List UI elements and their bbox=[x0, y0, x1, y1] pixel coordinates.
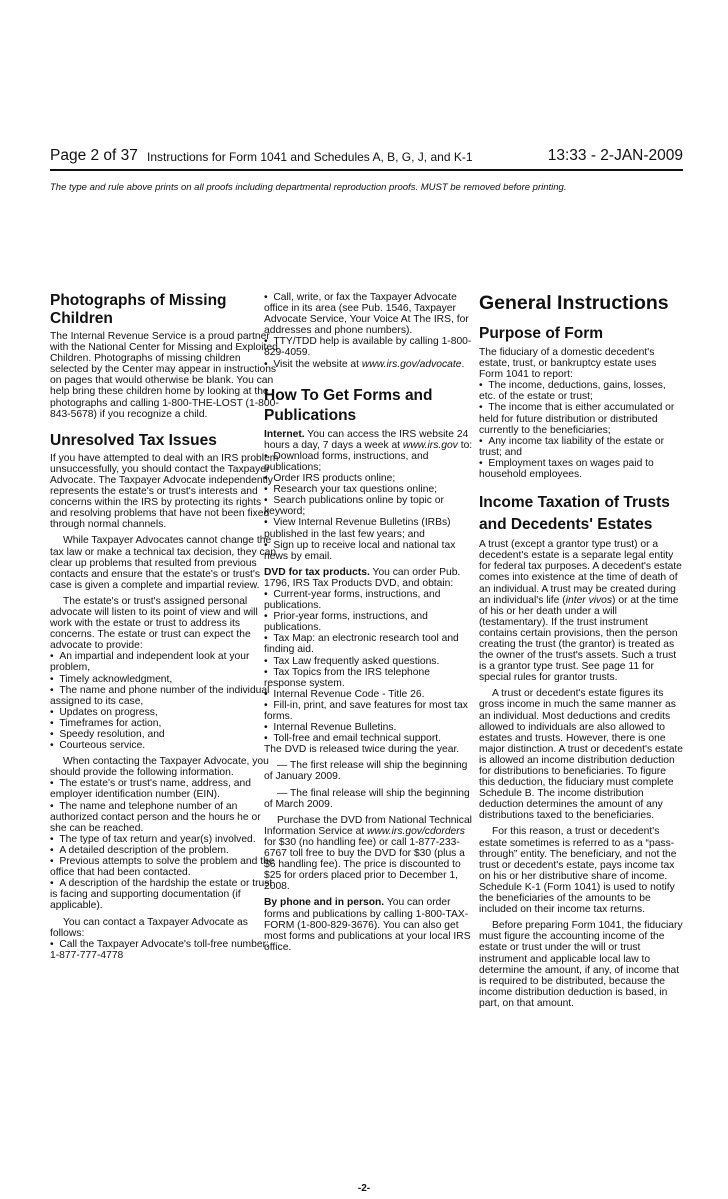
heading-missing-children: Photographs of Missing Children bbox=[50, 292, 227, 327]
paragraph: If you have attempted to deal with an IRS problem unsuccessfully, you should contact the Taxpayer Advocate. The Taxpayer Advocate independently represents the estate's or trust's interests and concerns within the IRS by protecting its rights and resolving problems that have not been fixed through normal channels. bbox=[50, 452, 279, 531]
list-item bbox=[264, 359, 474, 370]
list-item: • Sign up to receive local and national tax news by email. bbox=[264, 540, 474, 562]
paragraph-dvd bbox=[264, 567, 474, 589]
paragraph: You can contact a Taxpayer Advocate as follows: bbox=[50, 916, 248, 939]
heading-purpose-of-form: Purpose of Form bbox=[479, 325, 604, 342]
list-item: • Updates on progress, bbox=[50, 707, 280, 718]
proof-notice: The type and rule above prints on all proofs including departmental reproduction proofs. MUST be removed before printing. bbox=[50, 182, 567, 193]
list-item: • Tax Topics from the IRS telephone response system. bbox=[264, 667, 474, 689]
list-item: • Call the Taxpayer Advocate's toll-free number: 1-877-777-4778 bbox=[50, 939, 280, 961]
advocate-website-link[interactable]: www.irs.gov/advocate bbox=[361, 358, 462, 370]
paragraph: Before preparing Form 1041, the fiduciary must figure the accounting income of the estate or trust under the will or trust instrument and applicable local law to determine the amount, if any, of income that is required to be distributed, because the income distribution deduction is based, in part, on that amount. bbox=[479, 920, 683, 1009]
list-item: • Prior-year forms, instructions, and publications. bbox=[264, 611, 474, 633]
document-title: Instructions for Form 1041 and Schedules A, B, G, J, and K-1 bbox=[147, 150, 473, 164]
running-header bbox=[50, 145, 683, 169]
list-item: • A detailed description of the problem. bbox=[50, 845, 280, 856]
text: You can order forms and publications by calling 1-800-TAX-FORM (1-800-829-3676). You can also get most forms and publications at your local IRS office. bbox=[264, 897, 471, 953]
column-middle bbox=[264, 292, 474, 953]
list-item: • Current-year forms, instructions, and publications. bbox=[264, 589, 474, 611]
paragraph: The estate's or trust's assigned personal advocate will listen to its point of view and will work with the estate or trust to address its concerns. The estate or trust can expect the advocate to provide: bbox=[50, 595, 258, 652]
text: A trust (except a grantor type trust) or a decedent's estate is a separate legal entity for federal tax purposes. A decedent's estate comes into existence at the time of death of an individual. A trust may be created during an individual's life ( bbox=[479, 539, 682, 606]
list-item: • The estate's or trust's name, address, and employer identification number (EIN). bbox=[50, 778, 280, 800]
heading-income-taxation: Income Taxation of Trusts and Decedents' Estates bbox=[479, 494, 670, 534]
list-item: • Previous attempts to solve the problem and the office that had been contacted. bbox=[50, 856, 280, 878]
list-item: • Order IRS products online; bbox=[264, 473, 474, 484]
paragraph-missing-children: The Internal Revenue Service is a proud partner with the National Center for Missing and Exploited Children. Photographs of missing children selected by the Center may appear in instructions on pages that would otherwise be blank. You can help bring these children home by looking at the photographs and calling 1-800-THE-LOST (1-800-843-5678) if you recognize a child. bbox=[50, 331, 279, 420]
list-item: • Employment taxes on wages paid to household employees. bbox=[479, 458, 683, 480]
column-right bbox=[479, 292, 683, 1014]
list-item: • The name and telephone number of an authorized contact person and the hours he or she can be reached. bbox=[50, 801, 280, 834]
list-item: • Any income tax liability of the estate or trust; and bbox=[479, 436, 683, 458]
paragraph-internet bbox=[264, 429, 474, 451]
list-item: • The name and phone number of the individual assigned to its case, bbox=[50, 685, 280, 707]
paragraph bbox=[479, 539, 683, 683]
text: You can access the IRS website 24 hours a day, 7 days a week at bbox=[264, 428, 469, 451]
text: to: bbox=[457, 439, 473, 451]
list-item: • Speedy resolution, and bbox=[50, 729, 280, 740]
list-item: • The income that is either accumulated or held for future distribution or distributed currently to the beneficiaries; bbox=[479, 402, 683, 435]
column-left bbox=[50, 292, 280, 961]
text: You can order Pub. 1796, IRS Tax Products DVD, and obtain: bbox=[264, 566, 461, 589]
list-item: • Timely acknowledgment, bbox=[50, 674, 280, 685]
run-in-heading: Internet. bbox=[264, 428, 305, 440]
text: Purchase the DVD from National Technical Information Service at bbox=[264, 814, 472, 837]
paragraph: The fiduciary of a domestic decedent's estate, trust, or bankruptcy estate uses Form 1041 to report: bbox=[479, 347, 657, 381]
paragraph: — The final release will ship the beginning of March 2009. bbox=[264, 787, 470, 810]
header-rule bbox=[50, 169, 683, 171]
paragraph: The DVD is released twice during the year. bbox=[264, 744, 460, 756]
page-number: -2- bbox=[357, 1183, 371, 1194]
list-item: • Search publications online by topic or keyword; bbox=[264, 495, 474, 517]
text: for $30 (no handling fee) or call 1-877-233-6767 toll free to buy the DVD for $30 (plus a $6 handling fee). The price is discounted to $25 for orders placed prior to December 1, 2008. bbox=[264, 836, 465, 893]
list-text: . bbox=[461, 358, 465, 370]
list-item: • Courteous service. bbox=[50, 740, 280, 751]
print-timestamp: 13:33 - 2-JAN-2009 bbox=[547, 147, 683, 164]
paragraph: While Taxpayer Advocates cannot change the tax law or make a technical tax decision, they can clear up problems that resulted from previous contacts and ensure that the estate's or trust's case is given a complete and impartial review. bbox=[50, 535, 277, 591]
page-indicator: Page 2 of 37 bbox=[50, 147, 138, 164]
emphasis: inter vivos bbox=[565, 594, 613, 606]
list-item: • Call, write, or fax the Taxpayer Advocate office in its area (see Pub. 1546, Taxpayer Advocate Service, Your Voice At The IRS, for addresses and phone numbers). bbox=[264, 292, 474, 336]
list-item: • The type of tax return and year(s) involved. bbox=[50, 834, 280, 845]
list-item: • Download forms, instructions, and publications; bbox=[264, 451, 474, 473]
paragraph: When contacting the Taxpayer Advocate, you should provide the following information. bbox=[50, 756, 269, 779]
list-text: Visit the website at bbox=[273, 358, 362, 370]
heading-general-instructions: General Instructions bbox=[479, 292, 669, 314]
list-item: • The income, deductions, gains, losses, etc. of the estate or trust; bbox=[479, 380, 683, 402]
irs-website-link[interactable]: www.irs.gov bbox=[402, 439, 458, 451]
run-in-heading: By phone and in person. bbox=[264, 897, 385, 909]
paragraph: A trust or decedent's estate figures its gross income in much the same manner as an individual. Most deductions and credits allowed to individuals are also allowed to estates and trusts. However, there is one major distinction. A trust or decedent's estate is allowed an income distribution deduction for distributions to beneficiaries. To figure this deduction, the fiduciary must complete Schedule B. The income distribution deduction determines the amount of any distributions taxed to the beneficiaries. bbox=[479, 688, 684, 822]
paragraph: — The first release will ship the beginning of January 2009. bbox=[264, 760, 468, 783]
list-item: • Tax Law frequently asked questions. bbox=[264, 656, 474, 667]
heading-unresolved-tax-issues: Unresolved Tax Issues bbox=[50, 431, 217, 449]
paragraph: For this reason, a trust or decedent's estate sometimes is referred to as a “pass-through” entity. The beneficiary, and not the trust or decedent's estate, pays income tax on his or her distributive share of income. Schedule K-1 (Form 1041) is used to notify the beneficiaries of the amounts to be included on their income tax returns. bbox=[479, 826, 677, 916]
list-item: • A description of the hardship the estate or trust is facing and supporting documentation (if applicable). bbox=[50, 878, 280, 911]
list-item: • Research your tax questions online; bbox=[264, 484, 474, 495]
run-in-heading: DVD for tax products. bbox=[264, 566, 370, 578]
paragraph bbox=[264, 815, 474, 893]
paragraph-phone bbox=[264, 897, 474, 952]
cdorders-link[interactable]: www.irs.gov/cdorders bbox=[367, 825, 465, 837]
list-item: • Internal Revenue Code - Title 26. bbox=[264, 689, 474, 700]
list-item: • Toll-free and email technical support. bbox=[264, 733, 474, 744]
list-item: • An impartial and independent look at your problem, bbox=[50, 651, 280, 673]
heading-how-to-get-forms: How To Get Forms and Publications bbox=[264, 386, 433, 424]
list-item: • TTY/TDD help is available by calling 1-800-829-4059. bbox=[264, 336, 474, 358]
list-item: • Timeframes for action, bbox=[50, 718, 280, 729]
list-item: • Internal Revenue Bulletins. bbox=[264, 722, 474, 733]
list-item: • View Internal Revenue Bulletins (IRBs) published in the last few years; and bbox=[264, 517, 474, 539]
text: ) or at the time of his or her death under a will (testamentary). If the trust instrument contains certain provisions, then the person creating the trust (the grantor) is treated as the owner of the trust's assets. Such a trust is a grantor type trust. See page 11 for special rules for grantor trusts. bbox=[479, 594, 679, 684]
list-item: • Tax Map: an electronic research tool and finding aid. bbox=[264, 633, 474, 655]
list-item: • Fill-in, print, and save features for most tax forms. bbox=[264, 700, 474, 722]
